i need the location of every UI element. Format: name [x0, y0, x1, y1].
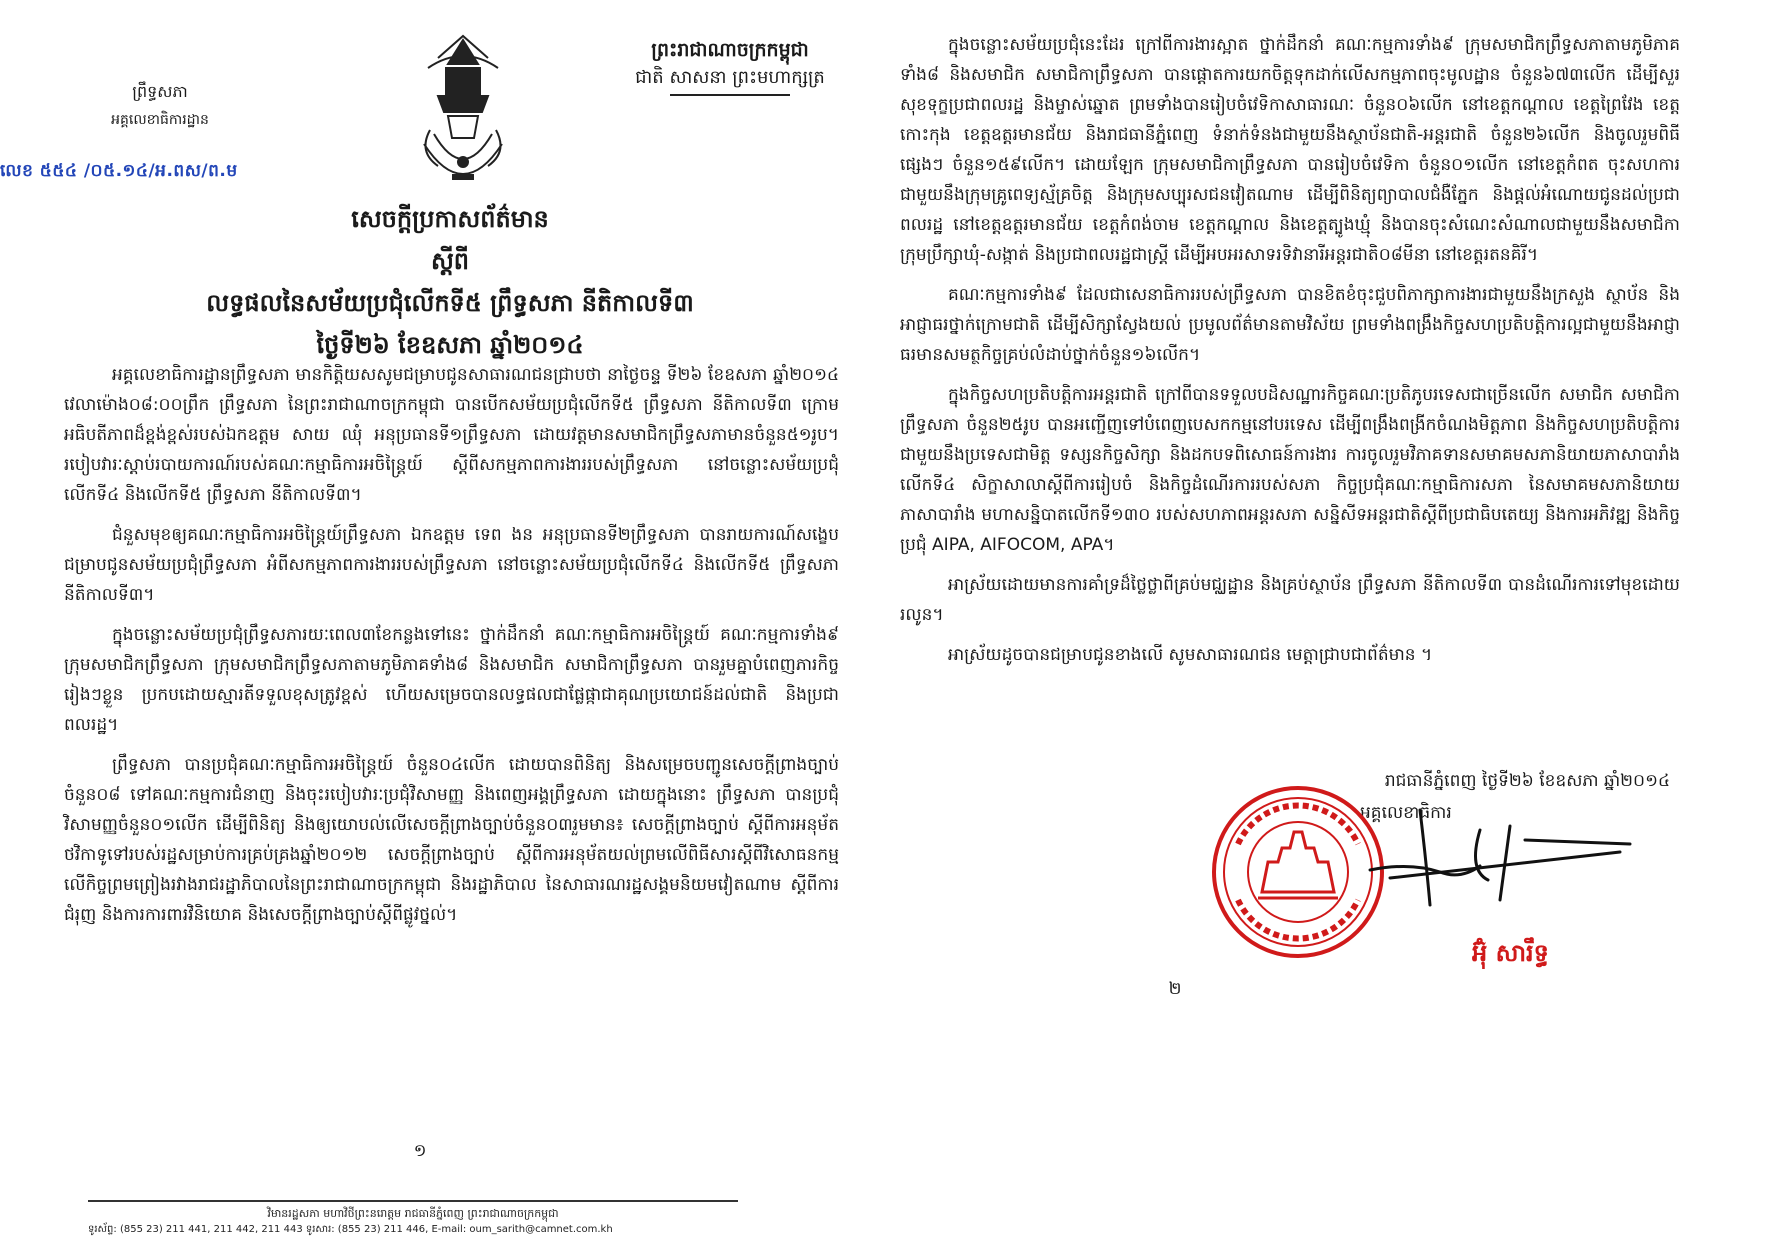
title-line-3: លទ្ធផលនៃសម័យប្រជុំលើកទី៥ ព្រឹទ្ធសភា នីតិកាលទី៣ — [206, 289, 694, 317]
title-line-2: ស្តីពី — [430, 247, 470, 275]
document-title — [60, 198, 840, 366]
page-1-body — [64, 360, 839, 940]
senate-letterhead — [60, 78, 260, 134]
paragraph: អគ្គលេខាធិការដ្ឋានព្រឹទ្ធសភា មានកិត្តិយសសូមជម្រាបជូនសាធារណជនជ្រាបថា នាថ្ងៃចន្ទ ទី២៦ ខែឧសភា ឆ្នាំ២០១៤ វេលាម៉ោង០៨:០០ព្រឹក ព្រឹទ្ធសភា នៃព្រះរាជាណាចក្រកម្ពុជា បានបើកសម័យប្រជុំលើកទី៥ ព្រឹទ្ធសភា នីតិកាលទី៣ ក្រោមអធិបតីភាពដ៏ខ្ពង់ខ្ពស់របស់ឯកឧត្តម សាយ ឈុំ អនុប្រធានទី១ព្រឹទ្ធសភា ដោយវត្តមានសមាជិកព្រឹទ្ធសភាមានចំនួន៥១រូប។ របៀបវារៈស្តាប់របាយការណ៍របស់គណៈកម្មាធិការអចិន្ត្រៃយ៍ ស្តីពីសកម្មភាពការងាររបស់ព្រឹទ្ធសភា នៅចន្លោះសម័យប្រជុំលើកទី៤ និងលើកទី៥ ព្រឹទ្ធសភា នីតិកាលទី៣។ — [64, 365, 839, 505]
signatory-title: អគ្គលេខាធិការ — [1360, 803, 1452, 823]
paragraph: ព្រឹទ្ធសភា បានប្រជុំគណៈកម្មាធិការអចិន្ត្រៃយ៍ ចំនួន០៤លើក ដោយបានពិនិត្យ និងសម្រេចបញ្ជូនសេចក្តីព្រាងច្បាប់ចំនួន០៨ ទៅគណៈកម្មការជំនាញ និងចុះរបៀបវារៈប្រជុំវិសាមញ្ញ និងពេញអង្គព្រឹទ្ធសភា ដោយក្នុងនោះ ព្រឹទ្ធសភា បានប្រជុំវិសាមញ្ញចំនួន០១លើក ដើម្បីពិនិត្យ និងឲ្យយោបល់លើសេចក្តីព្រាងច្បាប់ចំនួន០៣រួមមាន៖ សេចក្តីព្រាងច្បាប់ ស្តីពីការអនុម័តថវិកាទូទៅរបស់រដ្ឋសម្រាប់ការគ្រប់គ្រងឆ្នាំ២០១២ សេចក្តីព្រាងច្បាប់ ស្តីពីការអនុម័តយល់ព្រមលើពិធីសារស្តីពីវិសោធនកម្មលើកិច្ចព្រមព្រៀងរវាងរាជរដ្ឋាភិបាលនៃព្រះរាជាណាចក្រកម្ពុជា និងរដ្ឋាភិបាល នៃសាធារណរដ្ឋសង្គមនិយមវៀតណាម ស្តីពីការជំរុញ និងការការពារវិនិយោគ និងសេចក្តីព្រាងច្បាប់ស្តីពីផ្លូវថ្នល់។ — [64, 755, 839, 925]
paragraph: អាស្រ័យដោយមានការគាំទ្រដ៏ថ្លៃថ្លាពីគ្រប់មជ្ឈដ្ឋាន និងគ្រប់ស្ថាប័ន ព្រឹទ្ធសភា នីតិកាលទី៣ បានដំណើរការទៅមុខដោយរលូន។ — [900, 575, 1680, 625]
paragraph: ក្នុងចន្លោះសម័យប្រជុំនេះដែរ ក្រៅពីការងារស្អាត ថ្នាក់ដឹកនាំ គណៈកម្មការទាំង៩ ក្រុមសមាជិកព្រឹទ្ធសភាតាមភូមិភាគទាំង៨ និងសមាជិក សមាជិកាព្រឹទ្ធសភា បានផ្តោតការយកចិត្តទុកដាក់លើសកម្មភាពចុះមូលដ្ឋាន ចំនួន៦៧៣លើក ដើម្បីសួរសុខទុក្ខប្រជាពលរដ្ឋ និងម្ចាស់ឆ្នោត ព្រមទាំងបានរៀបចំវេទិកាសាធារណៈ ចំនួន០៦លើក នៅខេត្តកណ្តាល ខេត្តព្រៃវែង ខេត្តកោះកុង ខេត្តឧត្តរមានជ័យ និងរាជធានីភ្នំពេញ ទំនាក់ទំនងជាមួយនឹងស្ថាប័នជាតិ-អន្តរជាតិ ចំនួន២៦លើក និងចូលរួមពិធីផ្សេងៗ ចំនួន១៥៩លើក។ ដោយឡែក ក្រុមសមាជិកាព្រឹទ្ធសភា បានរៀបចំវេទិកា ចំនួន០១លើក នៅខេត្តកំពត ចុះសហការជាមួយនឹងក្រុមគ្រូពេទ្យស្ម័គ្រចិត្ត និងក្រុមសប្បុរសជនវៀតណាម ដើម្បីពិនិត្យព្យាបាលជំងឺភ្នែក និងផ្តល់អំណោយជូនដល់ប្រជាពលរដ្ឋ នៅខេត្តឧត្តរមានជ័យ ខេត្តកំពង់ចាម ខេត្តកណ្តាល និងខេត្តត្បូងឃ្មុំ និងបានចុះសំណេះសំណាលជាមួយនឹងសមាជិកាក្រុមប្រឹក្សាឃុំ-សង្កាត់ និងប្រជាពលរដ្ឋជាស្ត្រី ដើម្បីអបអរសាទរទិវានារីអន្តរជាតិ០៨មីនា នៅខេត្តរតនគិរី។ — [900, 35, 1680, 265]
header-divider — [670, 94, 790, 96]
kingdom-header — [600, 36, 860, 96]
title-line-1: សេចក្តីប្រកាសព័ត៌មាន — [351, 205, 549, 233]
closing-statement: អាស្រ័យដូចបានជម្រាបជូនខាងលើ សូមសាធារណជន មេត្តាជ្រាបជាព័ត៌មាន ។ — [948, 645, 1433, 665]
paragraph: ក្នុងចន្លោះសម័យប្រជុំព្រឹទ្ធសភារយៈពេល៣ខែកន្លងទៅនេះ ថ្នាក់ដឹកនាំ គណៈកម្មាធិការអចិន្ត្រៃយ៍ គណៈកម្មការទាំង៩ ក្រុមសមាជិកព្រឹទ្ធសភា ក្រុមសមាជិកព្រឹទ្ធសភាតាមភូមិភាគទាំង៨ និងសមាជិក សមាជិកាព្រឹទ្ធសភា បានរួមគ្នាបំពេញភារកិច្ចរៀងៗខ្លួន ប្រកបដោយស្មារតីទទួលខុសត្រូវខ្ពស់ ហើយសម្រេចបានលទ្ធផលជាផ្លែផ្កាជាគុណប្រយោជន៍ដល់ជាតិ និងប្រជាពលរដ្ឋ។ — [64, 625, 839, 735]
reference-number: លេខ ៥៥៤ /០៥.១៤/អ.ពស/ព.ម — [0, 161, 238, 181]
page-2-body — [900, 30, 1680, 680]
page-1 — [0, 0, 880, 1260]
signature-block — [1200, 770, 1680, 1020]
footer-address: វិមានរដ្ឋសភា មហាវិថីព្រះនរោត្តម រាជធានីភ្នំពេញ ព្រះរាជាណាចក្រកម្ពុជា — [267, 1207, 559, 1220]
page-number-2: ២ — [1168, 979, 1182, 999]
footer-contact: ទូរស័ព្ទ: (855 23) 211 441, 211 442, 211 443 ទូរសារ: (855 23) 211 446, E-mail: oum_sarith@camnet.com.kh — [88, 1224, 613, 1235]
senate-emblem-icon — [408, 34, 518, 194]
kingdom-name: ព្រះរាជាណាចក្រកម្ពុជា — [651, 39, 809, 61]
paragraph: ក្នុងកិច្ចសហប្រតិបត្តិការអន្តរជាតិ ក្រៅពីបានទទួលបដិសណ្ឋារកិច្ចគណៈប្រតិភូបរទេសជាច្រើនលើក សមាជិក សមាជិកាព្រឹទ្ធសភា ចំនួន២៥រូប បានអញ្ជើញទៅបំពេញបេសកកម្មនៅបរទេស ដើម្បីពង្រឹងពង្រីកចំណងមិត្តភាព និងកិច្ចសហប្រតិបត្តិការជាមួយនឹងប្រទេសជាមិត្ត ទស្សនកិច្ចសិក្សា និងដកបទពិសោធន៍ការងារ ការចូលរួមវិភាគទានសមាគមសភានិយាយភាសាបារាំងលើកទី៤ សិក្ខាសាលាស្តីពីការរៀបចំ និងកិច្ចដំណើរការរបស់សភា កិច្ចប្រជុំគណៈកម្មាធិការសភា នៃសមាគមសភានិយាយភាសាបារាំង មហាសន្និបាតលើកទី១៣០ របស់សហភាពអន្តរសភា សន្និសីទអន្តរជាតិស្តីពីប្រជាធិបតេយ្យ និងការអភិវឌ្ឍ និងកិច្ចប្រជុំ AIPA, AIFOCOM, APA។ — [900, 385, 1680, 555]
paragraph: ជំនួសមុខឲ្យគណៈកម្មាធិការអចិន្ត្រៃយ៍ព្រឹទ្ធសភា ឯកឧត្តម ទេព ងន អនុប្រធានទី២ព្រឹទ្ធសភា បានរាយការណ៍សង្ខេបជម្រាបជូនសម័យប្រជុំព្រឹទ្ធសភា អំពីសកម្មភាពការងាររបស់ព្រឹទ្ធសភា នៅចន្លោះសម័យប្រជុំលើកទី៤ និងលើកទី៥ ព្រឹទ្ធសភា នីតិកាលទី៣។ — [64, 525, 839, 605]
national-motto: ជាតិ សាសនា ព្រះមហាក្សត្រ — [635, 67, 825, 88]
letterhead-footer — [88, 1200, 738, 1238]
page-2 — [900, 0, 1773, 1260]
page-number-1: ១ — [413, 1141, 427, 1161]
signature-date: រាជធានីភ្នំពេញ ថ្ងៃទី២៦ ខែឧសភា ឆ្នាំ២០១៤ — [1384, 771, 1670, 791]
paragraph: គណៈកម្មការទាំង៩ ដែលជាសេនាធិការរបស់ព្រឹទ្ធសភា បានខិតខំចុះជួបពិភាក្សាការងារជាមួយនឹងក្រសួង ស្ថាប័ន និងអាជ្ញាធរថ្នាក់ក្រោមជាតិ ដើម្បីសិក្សាស្វែងយល់ ប្រមូលព័ត៌មានតាមវិស័យ ព្រមទាំងពង្រឹងកិច្ចសហប្រតិបត្តិការល្អជាមួយនឹងអាជ្ញាធរមានសមត្ថកិច្ចគ្រប់លំដាប់ថ្នាក់ចំនួន១៦លើក។ — [900, 285, 1680, 365]
department-name: អគ្គលេខាធិការដ្ឋាន — [111, 112, 209, 128]
handwritten-signature-icon — [1350, 800, 1640, 920]
signatory-name: អ៊ុំ សារឹទ្ធ — [1472, 939, 1549, 967]
institution-name: ព្រឹទ្ធសភា — [132, 82, 188, 101]
title-line-4: ថ្ងៃទី២៦ ខែឧសភា ឆ្នាំ២០១៤ — [316, 331, 584, 359]
